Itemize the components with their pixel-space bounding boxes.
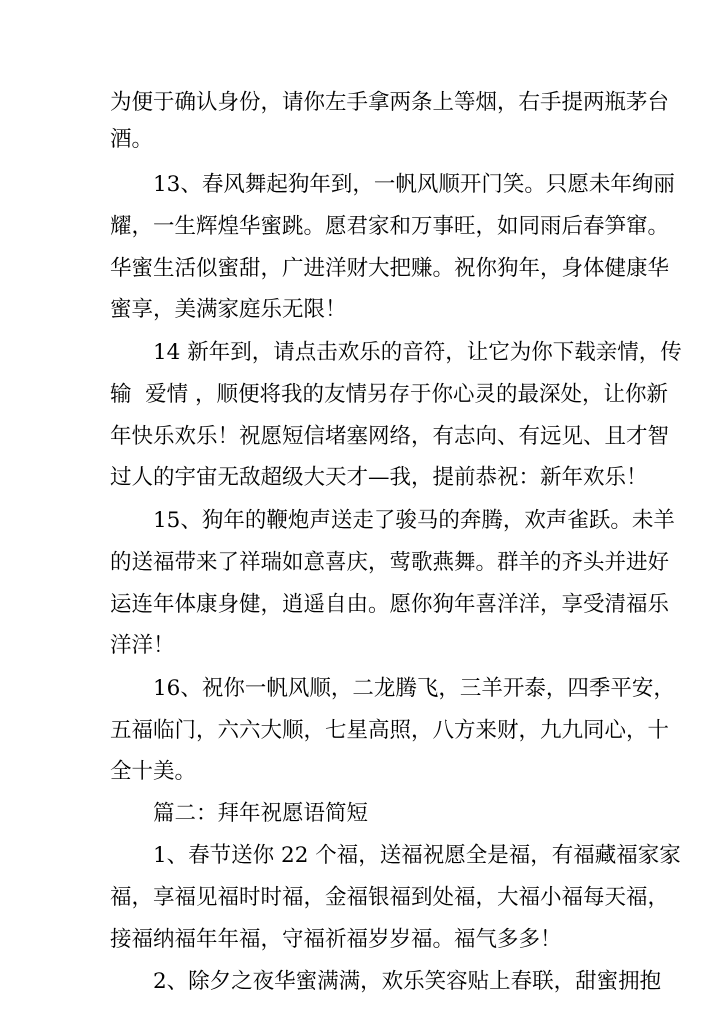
text-line: 全十美。	[110, 759, 197, 784]
text-line: 洋洋！	[110, 633, 175, 658]
text-line: 耀，一生辉煌华蜜跳。愿君家和万事旺，如同雨后春笋窜。	[110, 214, 670, 239]
text-line: 过人的宇宙无敌超级大天才—我，提前恭祝：新年欢乐！	[110, 465, 648, 490]
text-line: 1、春节送你 22 个福，送福祝愿全是福，有福藏福家家	[110, 843, 681, 868]
text-line: 华蜜生活似蜜甜，广进洋财大把赚。祝你狗年，身体健康华	[110, 256, 670, 281]
text-line: 运连年体康身健，逍遥自由。愿你狗年喜洋洋，享受清福乐	[110, 592, 670, 617]
text-line: 五福临门，六六大顺，七星高照，八方来财，九九同心，十	[110, 718, 670, 743]
text-line: 15、狗年的鞭炮声送走了骏马的奔腾，欢声雀跃。未羊	[110, 508, 675, 533]
text-line: 为便于确认身份，请你左手拿两条上等烟，右手提两瓶茅台	[110, 90, 670, 115]
text-line: 16、祝你一帆风顺，二龙腾飞，三羊开泰，四季平安，	[110, 676, 675, 701]
text-line: 年快乐欢乐！祝愿短信堵塞网络，有志向、有远见、且才智	[110, 424, 670, 449]
text-line: 14 新年到，请点击欢乐的音符，让它为你下载亲情，传	[110, 340, 682, 365]
text-line: 福，享福见福时时福，金福银福到处福，大福小福每天福，	[110, 885, 670, 910]
text-line: 接福纳福年年福，守福祈福岁岁福。福气多多！	[110, 927, 562, 952]
text-line: 2、除夕之夜华蜜满满，欢乐笑容贴上春联，甜蜜拥抱	[110, 969, 662, 994]
text-line: 蜜享，美满家庭乐无限！	[110, 297, 347, 322]
text-line: 13、春风舞起狗年到，一帆风顺开门笑。只愿未年绚丽	[110, 172, 675, 197]
text-line: 篇二：拜年祝愿语简短	[110, 801, 369, 826]
text-line: 的送福带来了祥瑞如意喜庆，莺歌燕舞。群羊的齐头并进好	[110, 550, 670, 575]
text-line: 酒。	[110, 127, 154, 152]
text-line: 输 爱情 ，顺便将我的友情另存于你心灵的最深处，让你新	[110, 382, 669, 407]
